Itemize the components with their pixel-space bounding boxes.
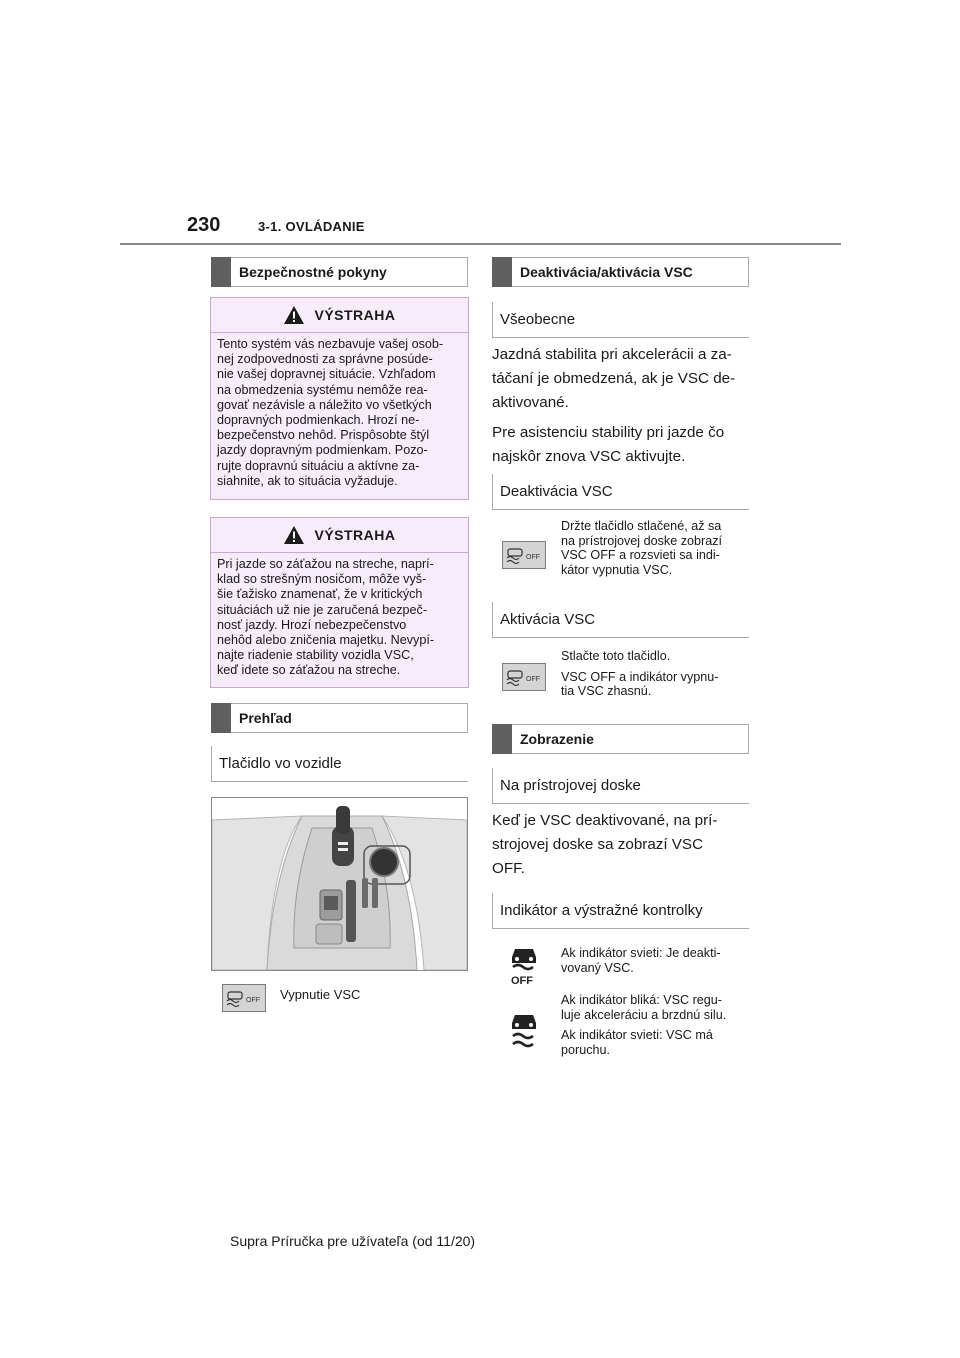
text-line: rujte dopravnú situáciu a aktívne za- (217, 458, 420, 473)
text-line: siahnite, ak to situácia vyžaduje. (217, 473, 398, 488)
section-deactivation (492, 257, 749, 287)
text-line: strojovej doske sa zobrazí VSC (492, 836, 704, 853)
text-line: Pre asistenciu stability pri jazde čo (492, 424, 725, 441)
text-line: na prístrojovej doske zobrazí (561, 533, 723, 548)
chapter-title: 3-1. OVLÁDANIE (258, 219, 365, 234)
activate-text (561, 649, 751, 699)
text-line: VSC OFF a rozsvieti sa indi- (561, 548, 720, 562)
subheading-indicators: Indikátor a výstražné kontrolky (492, 893, 749, 929)
vsc-indicator-icon (508, 1012, 540, 1052)
section-display (492, 724, 749, 754)
section-marker (492, 257, 512, 287)
text-line: Pri jazde so záťažou na streche, naprí- (217, 557, 434, 571)
vsc-off-icon (504, 666, 544, 688)
text-line: OFF. (492, 860, 525, 877)
section-overview (211, 703, 468, 733)
text-line: keď idete so záťažou na streche. (217, 663, 401, 678)
warning-box-2-header (211, 518, 468, 553)
text-line: Držte tlačidlo stlačené, až sa (561, 519, 722, 533)
vsc-off-button (222, 984, 266, 1012)
off-label: OFF (526, 554, 540, 561)
header-rule (120, 243, 841, 245)
warning-triangle-icon (283, 525, 305, 545)
text-line: tia VSC zhasnú. (561, 684, 652, 698)
text-line: VSC OFF a indikátor vypnu- (561, 669, 719, 684)
text-line: šie ťažisko znamenať, že v kritických (217, 587, 423, 602)
text-line: kátor vypnutia VSC. (561, 562, 673, 577)
text-line: Stlačte toto tlačidlo. (561, 649, 671, 663)
section-display-title: Zobrazenie (520, 731, 594, 747)
warning-box-2-text (211, 553, 468, 679)
text-line: nosť jazdy. Hrozí nebezpečenstvo (217, 617, 407, 632)
button-caption: Vypnutie VSC (280, 987, 361, 1002)
text-line: poruchu. (561, 1042, 611, 1057)
text-line: vovaný VSC. (561, 960, 634, 975)
subheading-deactivate-vsc: Deaktivácia VSC (492, 474, 749, 510)
deactivate-text (561, 519, 751, 577)
text-line: situáciách už nie je zaručená bezpeč- (217, 602, 428, 617)
section-deactivation-title: Deaktivácia/aktivácia VSC (520, 264, 693, 280)
warning-box-2-title: VÝSTRAHA (314, 527, 396, 543)
text-line: Tento systém vás nezbavuje vašej osob- (217, 337, 444, 351)
text-line: nej zodpovednosti za správne posúde- (217, 352, 433, 367)
warning-triangle-icon (283, 305, 305, 325)
section-marker (492, 724, 512, 754)
subheading-general: Všeobecne (492, 302, 749, 338)
text-line: klad so strešným nosičom, môže vyš- (217, 572, 427, 587)
text-line: aktivované. (492, 394, 569, 411)
text-line: Keď je VSC deaktivované, na prí- (492, 812, 718, 829)
footer-text: Supra Príručka pre užívateľa (od 11/20) (230, 1233, 476, 1249)
warning-box-1-text (211, 333, 468, 489)
section-safety (211, 257, 468, 287)
text-line: Ak indikátor svieti: VSC má (561, 1028, 713, 1042)
text-line: Ak indikátor svieti: Je deakti- (561, 946, 721, 960)
section-marker (211, 257, 231, 287)
general-text (492, 343, 754, 469)
warning-box-1 (210, 297, 469, 500)
section-safety-title: Bezpečnostné pokyny (239, 264, 387, 280)
section-overview-title: Prehľad (239, 710, 292, 726)
subheading-button-in-vehicle: Tlačidlo vo vozidle (211, 746, 468, 782)
text-line: Jazdná stabilita pri akcelerácii a za- (492, 346, 732, 363)
text-line: Ak indikátor bliká: VSC regu- (561, 993, 722, 1007)
text-line: jazdy dopravným podmienkam. Pozo- (217, 443, 428, 458)
text-line: luje akceleráciu a brzdnú silu. (561, 1007, 727, 1022)
instrument-text (492, 809, 754, 881)
text-line: nehôd alebo zničenia majetku. Nevypí- (217, 633, 435, 648)
warning-box-2 (210, 517, 469, 688)
text-line: táčaní je obmedzená, ak je VSC de- (492, 370, 736, 387)
vsc-off-icon (504, 544, 544, 566)
page-number: 230 (187, 214, 221, 236)
section-marker (211, 703, 231, 733)
vsc-off-icon (224, 987, 264, 1009)
indicator-1-text (561, 946, 751, 975)
text-line: bezpečenstvo nehôd. Prispôsobte štýl (217, 428, 430, 443)
off-label: OFF (526, 676, 540, 683)
text-line: nie vašej dopravnej situácie. Vzhľadom (217, 367, 436, 382)
text-line: na obmedzenia systému nemôže rea- (217, 382, 428, 397)
text-line: govať nezávisle a náležito vo všetkých (217, 397, 432, 412)
vsc-off-button-deactivate (502, 541, 546, 569)
indicator-2-text (561, 993, 756, 1057)
warning-box-1-header (211, 298, 468, 333)
vsc-off-button-activate (502, 663, 546, 691)
warning-box-1-title: VÝSTRAHA (314, 307, 396, 323)
console-illustration (212, 798, 467, 970)
console-figure (211, 797, 468, 971)
off-label: OFF (511, 975, 533, 986)
vsc-off-indicator-icon (508, 946, 540, 986)
text-line: najte riadenie stability vozidla VSC, (217, 648, 414, 663)
off-label: OFF (246, 997, 260, 1004)
subheading-activate-vsc: Aktivácia VSC (492, 602, 749, 638)
text-line: najskôr znova VSC aktivujte. (492, 448, 686, 465)
subheading-instrument-panel: Na prístrojovej doske (492, 768, 749, 804)
text-line: dopravných podmienkach. Hrozí ne- (217, 413, 420, 428)
